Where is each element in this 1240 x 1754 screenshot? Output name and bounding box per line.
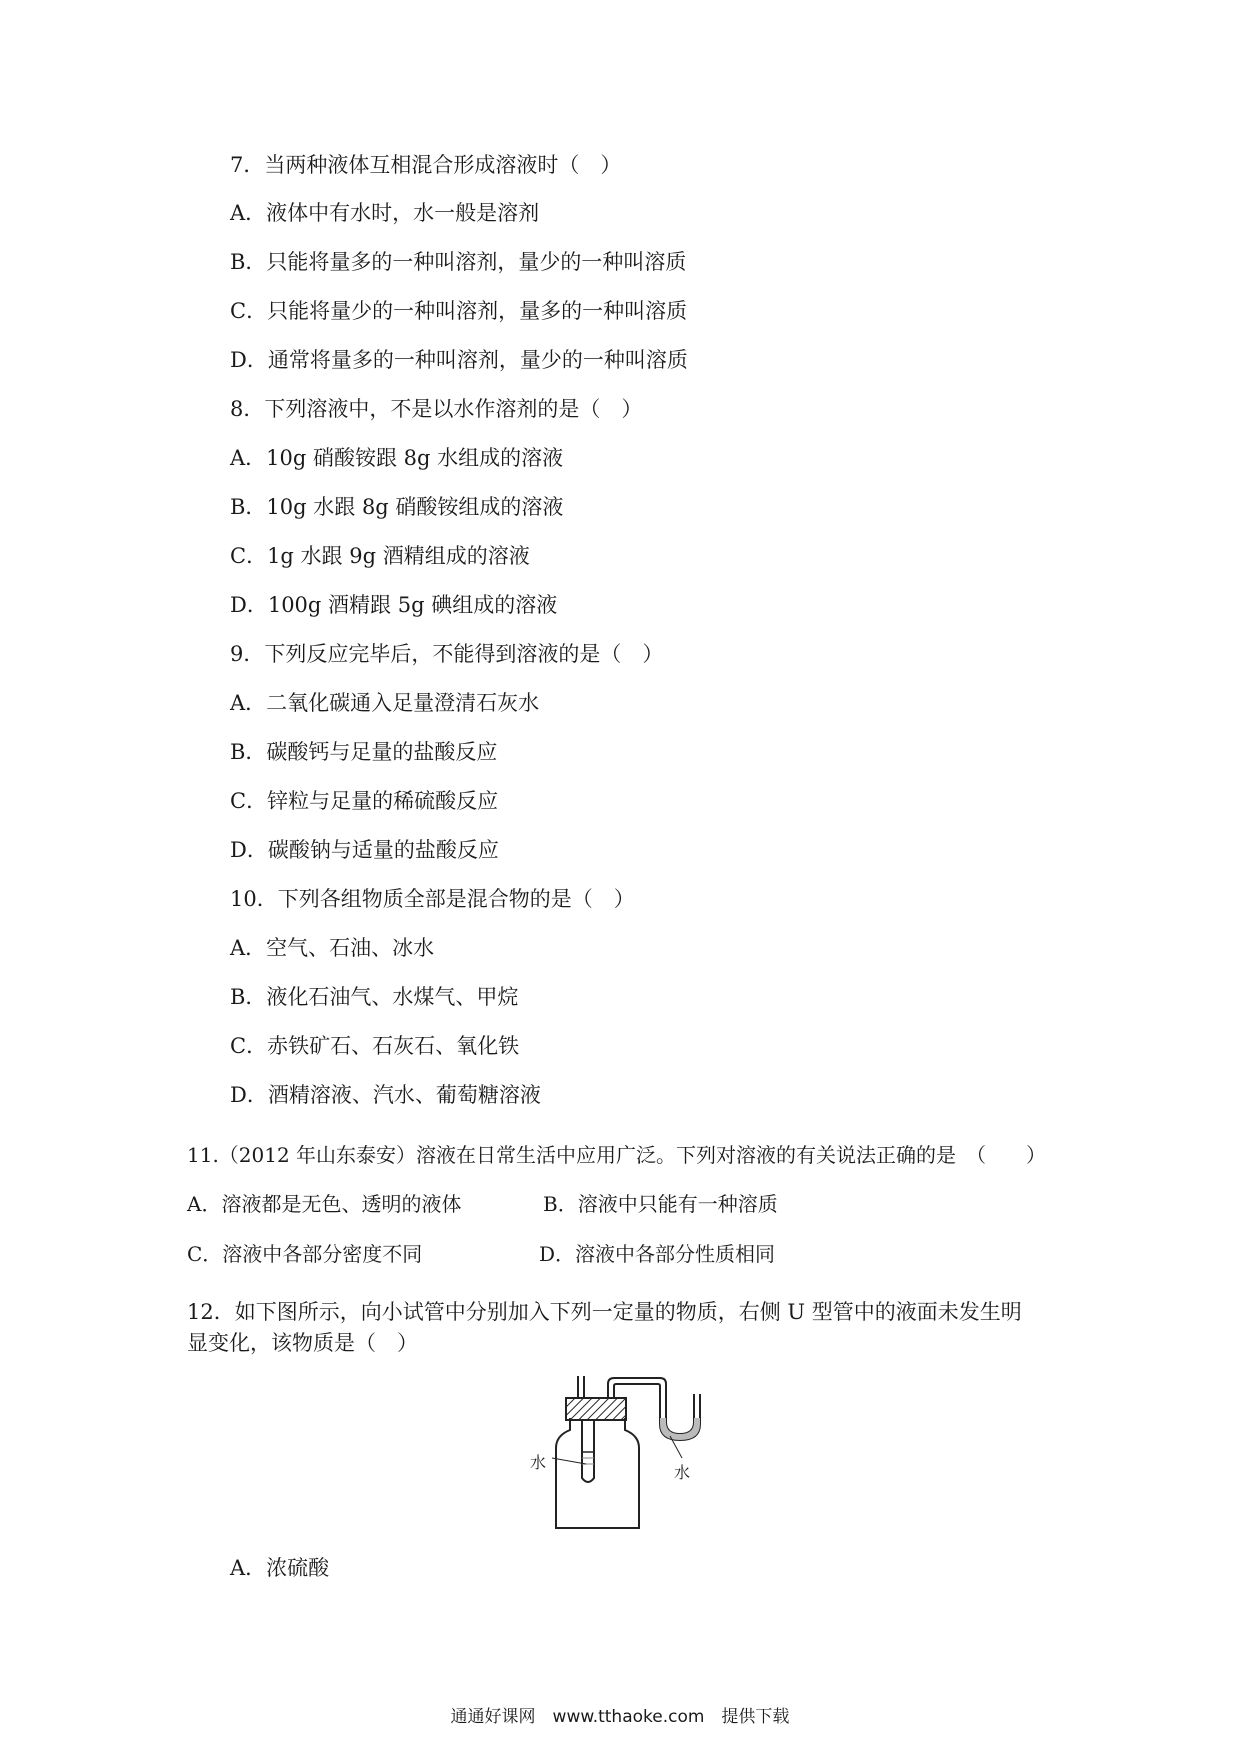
q8-stem: 8．下列溶液中，不是以水作溶剂的是（ ） bbox=[230, 397, 643, 421]
q10-option-a: A．空气、石油、冰水 bbox=[230, 936, 435, 960]
q10-option-b: B．液化石油气、水煤气、甲烷 bbox=[230, 985, 519, 1009]
q12-stem-line1: 12．如下图所示，向小试管中分别加入下列一定量的物质，右侧 U 型管中的液面未发生明 bbox=[187, 1300, 1022, 1324]
apparatus-figure bbox=[522, 1374, 722, 1536]
q9-option-d: D．碳酸钠与适量的盐酸反应 bbox=[230, 838, 499, 862]
q11-option-b: B．溶液中只能有一种溶质 bbox=[543, 1192, 778, 1216]
q11-option-a: A．溶液都是无色、透明的液体 bbox=[187, 1192, 462, 1216]
page-footer: 通通好课网 www.tthaoke.com 提供下载 bbox=[450, 1707, 790, 1727]
q8-option-c: C．1g 水跟 9g 酒精组成的溶液 bbox=[230, 544, 530, 568]
q7-option-a: A．液体中有水时，水一般是溶剂 bbox=[230, 201, 540, 225]
bottle bbox=[556, 1418, 639, 1528]
q8-option-b: B．10g 水跟 8g 硝酸铵组成的溶液 bbox=[230, 495, 564, 519]
q11-option-d: D．溶液中各部分性质相同 bbox=[539, 1242, 776, 1266]
q9-stem: 9．下列反应完毕后，不能得到溶液的是（ ） bbox=[230, 642, 664, 666]
stopper bbox=[566, 1398, 626, 1420]
q8-option-a: A．10g 硝酸铵跟 8g 水组成的溶液 bbox=[230, 446, 564, 470]
q10-stem: 10．下列各组物质全部是混合物的是（ ） bbox=[230, 887, 635, 911]
q7-option-d: D．通常将量多的一种叫溶剂，量少的一种叫溶质 bbox=[230, 348, 688, 372]
small-test-tube bbox=[582, 1420, 594, 1482]
q7-option-c: C．只能将量少的一种叫溶剂，量多的一种叫溶质 bbox=[230, 299, 688, 323]
q12-option-a: A．浓硫酸 bbox=[230, 1556, 330, 1580]
q11-option-c: C．溶液中各部分密度不同 bbox=[187, 1242, 423, 1266]
q9-option-a: A．二氧化碳通入足量澄清石灰水 bbox=[230, 691, 540, 715]
label-water-right: 水 bbox=[674, 1463, 691, 1482]
q7-stem: 7．当两种液体互相混合形成溶液时（ ） bbox=[230, 153, 622, 177]
label-water-left: 水 bbox=[530, 1453, 547, 1472]
q11-stem: 11.（2012 年山东泰安）溶液在日常生活中应用广泛。下列对溶液的有关说法正确的是 （ ） bbox=[187, 1143, 1047, 1167]
q9-option-c: C．锌粒与足量的稀硫酸反应 bbox=[230, 789, 499, 813]
q12-stem-line2: 显变化，该物质是（ ） bbox=[187, 1331, 418, 1355]
q10-option-c: C．赤铁矿石、石灰石、氧化铁 bbox=[230, 1034, 520, 1058]
q9-option-b: B．碳酸钙与足量的盐酸反应 bbox=[230, 740, 498, 764]
q10-option-d: D．酒精溶液、汽水、葡萄糖溶液 bbox=[230, 1083, 541, 1107]
q8-option-d: D．100g 酒精跟 5g 碘组成的溶液 bbox=[230, 593, 558, 617]
q7-option-b: B．只能将量多的一种叫溶剂，量少的一种叫溶质 bbox=[230, 250, 687, 274]
